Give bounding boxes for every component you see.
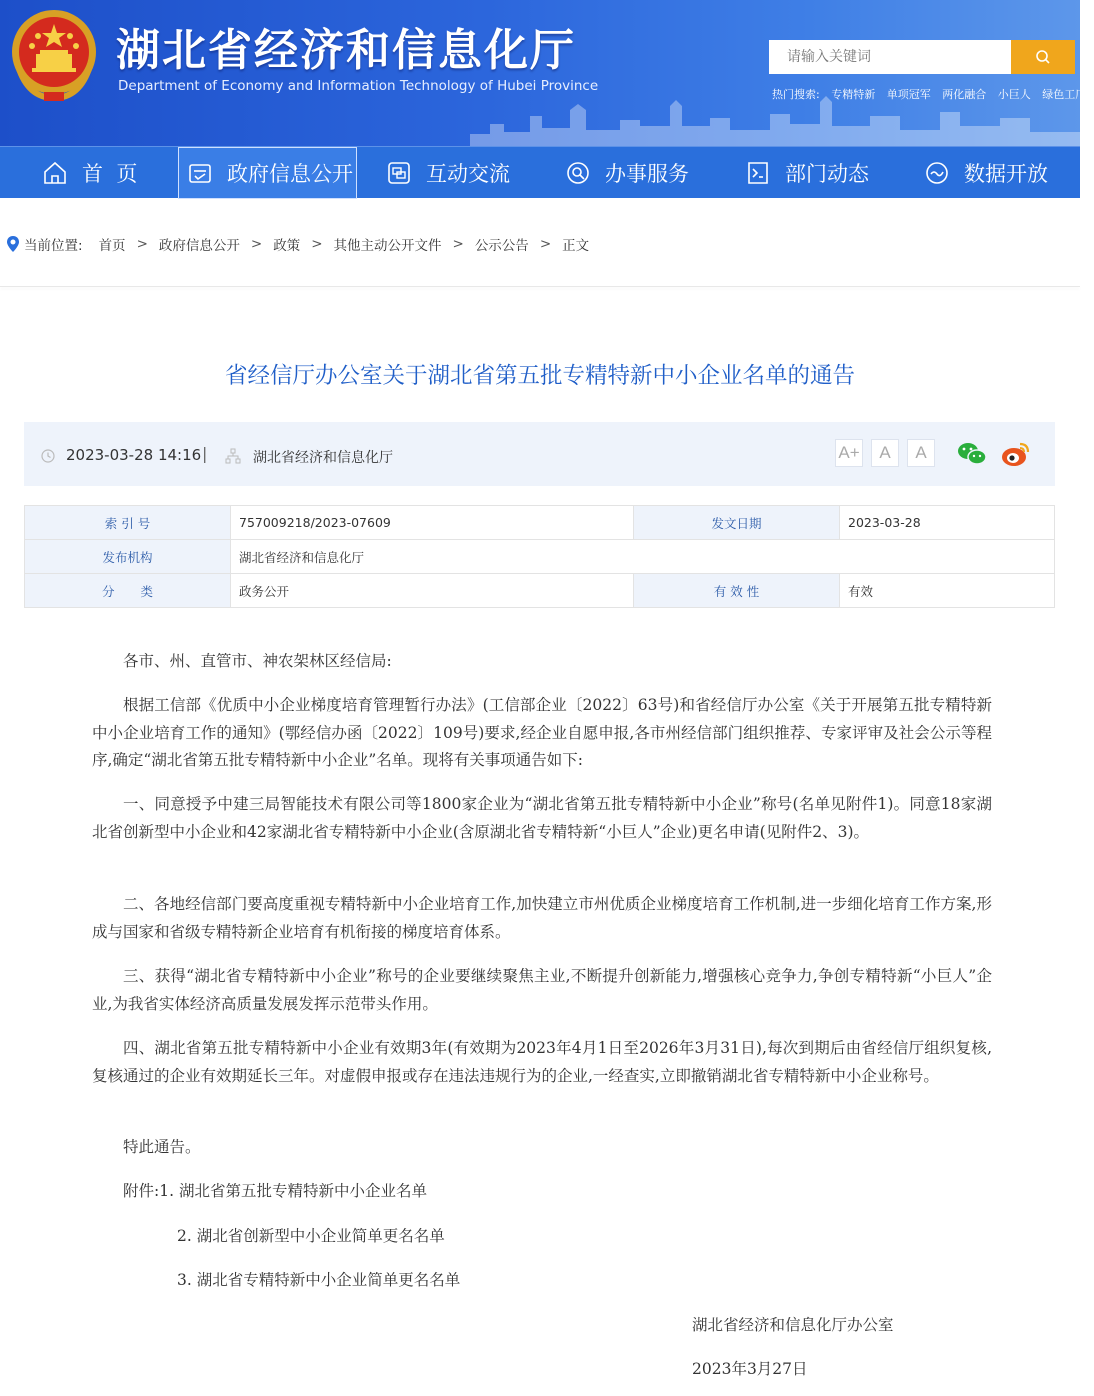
attachment-3-link[interactable]: 3. 湖北省专精特新中小企业简单更名名单	[177, 1271, 461, 1289]
font-size-medium-button[interactable]	[871, 439, 899, 467]
paragraph-5: 四、湖北省第五批专精特新中小企业有效期3年(有效期为2023年4月1日至2026年3月31日),每次到期后由省经信厅组织复核,复核通过的企业有效期延长三年。对虚假申报或存在违法违规行为的企业,一经查实,立即撤销湖北省专精特新中小企业称号。	[92, 1039, 992, 1085]
breadcrumb-other-files[interactable]: 其他主动公开文件	[333, 238, 442, 254]
category-label	[25, 574, 231, 608]
nav-interaction-label: 互动交流	[426, 162, 510, 186]
paragraph-4: 三、获得“湖北省专精特新中小企业”称号的企业要继续聚焦主业,不断提升创新能力,增强核心竞争力,争创专精特新“小巨人”企业,为我省实体经济高质量发展发挥示范带头作用。	[92, 967, 992, 1013]
font-size-large-button[interactable]	[835, 439, 863, 467]
nav-news-label: 部门动态	[785, 162, 869, 186]
nav-interaction[interactable]	[386, 147, 510, 199]
main-nav	[0, 146, 1080, 198]
article-publisher: 湖北省经济和信息化厅	[253, 450, 393, 466]
font-large-label: A+	[838, 443, 860, 462]
breadcrumb-gov-info[interactable]: 政府信息公开	[158, 238, 240, 254]
breadcrumb-current: 正文	[562, 238, 590, 254]
site-subtitle: Department of Economy and Information Technology of Hubei Province	[118, 78, 599, 94]
attachment-1-link[interactable]: 1. 湖北省第五批专精特新中小企业名单	[159, 1182, 427, 1200]
clock-icon	[41, 449, 55, 463]
nav-service[interactable]	[565, 147, 689, 199]
date-value: 2023-03-28	[840, 506, 1055, 540]
weibo-share-icon[interactable]	[1000, 440, 1032, 468]
nav-data-label: 数据开放	[964, 162, 1048, 186]
validity-value: 有效	[840, 574, 1055, 608]
search-icon	[1035, 49, 1051, 65]
document-info-table	[24, 505, 1055, 608]
breadcrumb-label: 当前位置:	[24, 238, 83, 254]
attachment-label: 附件:	[123, 1182, 160, 1200]
hot-search-label: 热门搜索:	[772, 88, 820, 101]
wechat-share-icon[interactable]	[956, 440, 988, 468]
site-title: 湖北省经济和信息化厅	[116, 25, 576, 76]
breadcrumb-home[interactable]: 首页	[98, 238, 126, 254]
search-input[interactable]	[769, 40, 1011, 74]
search-box	[769, 40, 1075, 74]
organization-icon	[225, 448, 241, 464]
nav-data[interactable]	[924, 147, 1048, 199]
breadcrumb: 当前位置: 首页 > 政府信息公开 > 政策 > 其他主动公开文件 > 公示公告 > 正文	[0, 224, 589, 264]
article-datetime: 2023-03-28 14:16	[66, 446, 202, 464]
paragraph-1: 根据工信部《优质中小企业梯度培育管理暂行办法》(工信部企业〔2022〕63号)和省经信厅办公室《关于开展第五批专精特新中小企业培育工作的通知》(鄂经信办函〔2022〕109号)要求,经企业自愿申报,各市州经信部门组织推荐、专家评审及社会公示等程序,确定“湖北省第五批专精特新中小企业”名单。现将有关事项通告如下:	[92, 696, 992, 769]
national-emblem-icon	[8, 6, 100, 102]
closing: 特此通告。	[123, 1138, 201, 1156]
article-meta	[24, 422, 1055, 486]
hot-link-lsgc[interactable]: 绿色工厂	[1042, 88, 1087, 101]
news-icon	[745, 160, 771, 186]
hot-link-xjr[interactable]: 小巨人	[997, 88, 1031, 101]
breadcrumb-notices[interactable]: 公示公告	[474, 238, 529, 254]
city-skyline-decoration	[470, 96, 1080, 146]
salutation: 各市、州、直管市、神农架林区经信局:	[123, 652, 392, 670]
hot-link-lhrh[interactable]: 两化融合	[942, 88, 987, 101]
attachment-2-link[interactable]: 2. 湖北省创新型中小企业简单更名名单	[177, 1227, 445, 1245]
nav-home-label: 首 页	[82, 162, 138, 186]
nav-gov-info[interactable]	[178, 147, 357, 199]
date-label: 发文日期	[634, 506, 840, 540]
data-icon	[924, 160, 950, 186]
meta-separator: |	[202, 444, 208, 463]
nav-news[interactable]	[745, 147, 869, 199]
chat-icon	[386, 160, 412, 186]
document-icon	[187, 160, 213, 186]
hot-link-dxgj[interactable]: 单项冠军	[886, 88, 931, 101]
signature-org: 湖北省经济和信息化厅办公室	[692, 1316, 894, 1334]
paragraph-3: 二、各地经信部门要高度重视专精特新中小企业培育工作,加快建立市州优质企业梯度培育工作机制,进一步细化培育工作方案,形成与国家和省级专精特新企业培育有机衔接的梯度培育体系。	[92, 895, 992, 941]
font-size-small-button[interactable]	[907, 439, 935, 467]
nav-service-label: 办事服务	[605, 162, 689, 186]
font-small-label: A	[915, 443, 927, 462]
font-medium-label: A	[879, 443, 891, 462]
article-title: 省经信厅办公室关于湖北省第五批专精特新中小企业名单的通告	[224, 363, 855, 389]
breadcrumb-policy[interactable]: 政策	[273, 238, 301, 254]
home-icon	[42, 160, 68, 186]
nav-home[interactable]	[42, 147, 137, 199]
index-value: 757009218/2023-07609	[231, 506, 634, 540]
location-pin-icon	[6, 235, 20, 253]
service-icon	[565, 160, 591, 186]
hot-search	[772, 86, 1094, 102]
divider	[0, 286, 1080, 287]
hot-link-zjtx[interactable]: 专精特新	[831, 88, 876, 101]
category-label-text: 分 类	[102, 583, 153, 599]
header-banner	[0, 0, 1087, 146]
paragraph-2: 一、同意授予中建三局智能技术有限公司等1800家企业为“湖北省第五批专精特新中小企业”称号(名单见附件1)。同意18家湖北省创新型中小企业和42家湖北省专精特新中小企业(含原湖北省专精特新“小巨人”企业)更名申请(见附件2、3)。	[92, 795, 992, 841]
org-value: 湖北省经济和信息化厅	[231, 540, 1055, 574]
index-label: 索 引 号	[25, 506, 231, 540]
category-value: 政务公开	[231, 574, 634, 608]
org-label: 发布机构	[25, 540, 231, 574]
attachment-1-line	[92, 1178, 992, 1206]
nav-gov-info-label: 政府信息公开	[227, 162, 353, 186]
validity-label: 有 效 性	[634, 574, 840, 608]
signature-date: 2023年3月27日	[692, 1360, 808, 1378]
search-button[interactable]	[1011, 40, 1075, 74]
